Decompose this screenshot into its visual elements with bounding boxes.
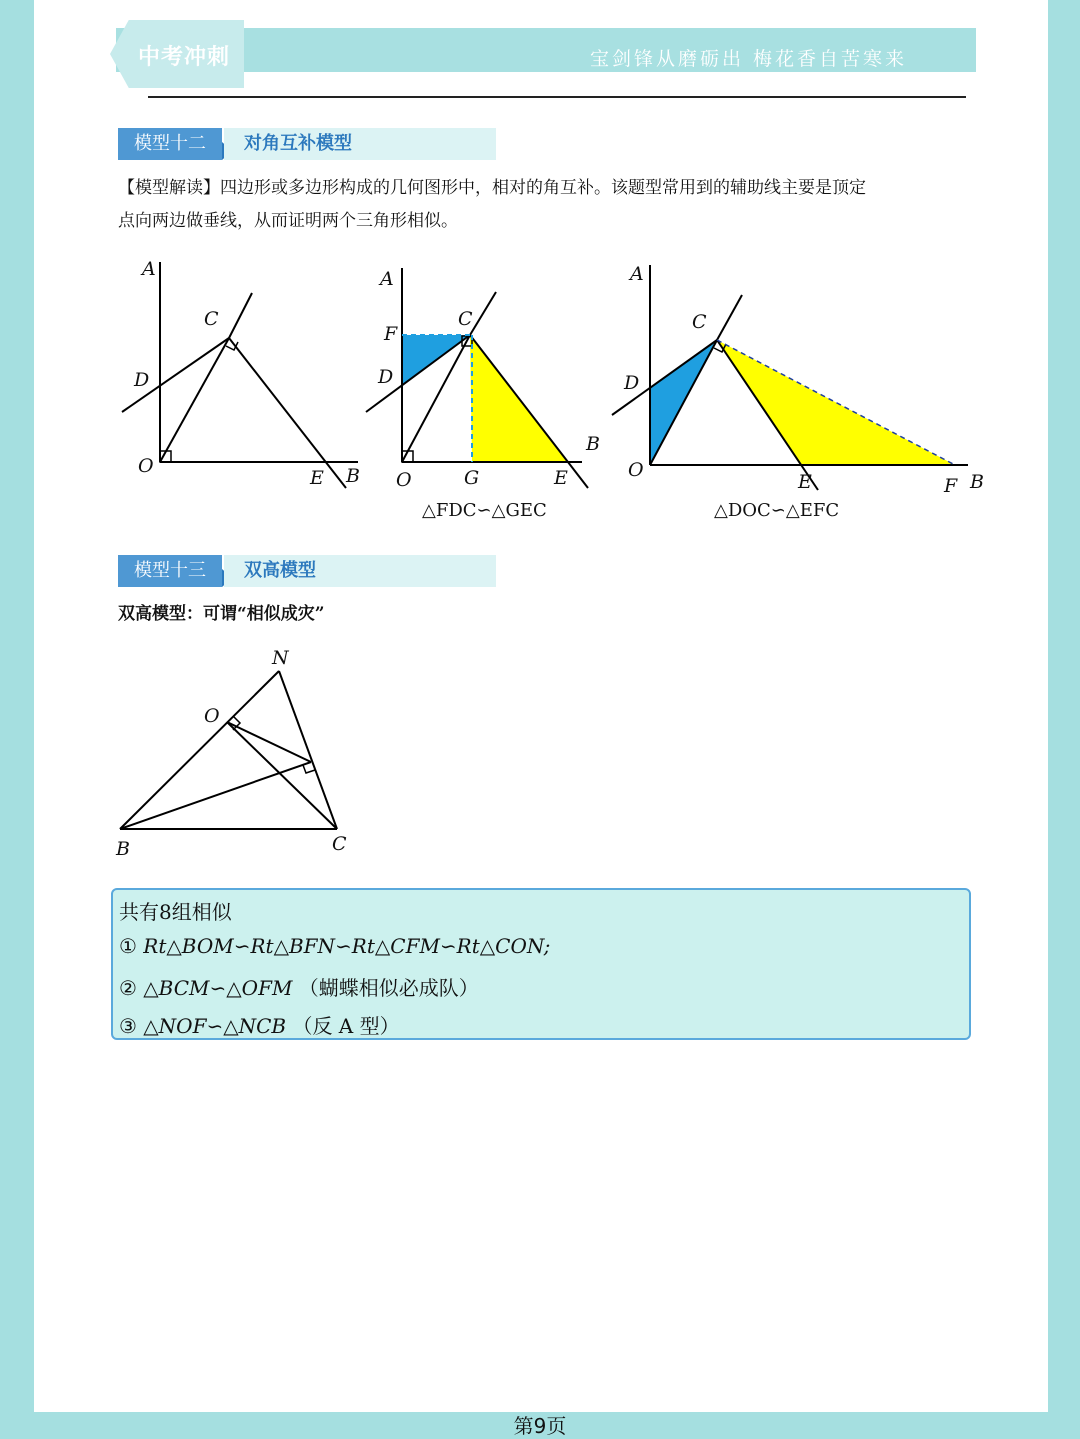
fig3-label-c: C xyxy=(692,311,707,333)
summary-item-2-text: △BCM∽△OFM xyxy=(143,976,293,1000)
dh-label-o: O xyxy=(204,705,220,727)
section-12-intro-line1: 【模型解读】四边形或多边形构成的几何图形中，相对的角互补。该题型常用到的辅助线主要是顶定 xyxy=(118,178,866,198)
summary-item-3 xyxy=(119,1010,400,1039)
figure-2 xyxy=(366,268,588,488)
fig2-label-e: E xyxy=(554,467,568,489)
header-motto: 宝剑锋从磨砺出 梅花香自苦寒来 xyxy=(590,48,908,70)
section-13-number: 模型十三 xyxy=(118,555,222,587)
fig2-label-a: A xyxy=(380,268,394,290)
fig3-label-d: D xyxy=(624,372,640,394)
section-12-intro-line2: 点向两边做垂线，从而证明两个三角形相似。 xyxy=(118,211,458,231)
summary-item-1 xyxy=(119,934,550,958)
dh-label-n: N xyxy=(272,647,289,669)
fig3-label-o: O xyxy=(628,459,644,481)
summary-item-3-note: （反 A 型） xyxy=(292,1014,400,1038)
fig3-label-e: E xyxy=(798,471,812,493)
fig3-label-f: F xyxy=(944,475,958,497)
figure-3 xyxy=(612,265,968,490)
summary-item-1-marker: ① xyxy=(119,934,137,958)
fig3-line-extension xyxy=(717,295,742,340)
fig2-label-o: O xyxy=(396,469,412,491)
page-number: 第9页 xyxy=(513,1414,567,1438)
dh-segment-of xyxy=(227,722,311,762)
summary-item-2-marker: ② xyxy=(119,976,137,1000)
fig2-line-extension xyxy=(470,292,496,335)
double-height-figure xyxy=(100,640,500,880)
summary-item-2-note: （蝴蝶相似必成队） xyxy=(298,976,479,1000)
section-12-figures xyxy=(0,0,1080,540)
dh-altitude-c xyxy=(227,722,337,829)
fig1-label-b: B xyxy=(346,465,360,487)
fig2-label-b: B xyxy=(586,433,600,455)
fig3-label-b: B xyxy=(970,471,984,493)
summary-item-3-text: △NOF∽△NCB xyxy=(143,1014,287,1038)
summary-item-1-text: Rt△BOM∽Rt△BFN∽Rt△CFM∽Rt△CON; xyxy=(143,934,551,958)
fig3-label-a: A xyxy=(630,263,644,285)
section-12-number: 模型十二 xyxy=(118,128,222,160)
section-13-title: 双高模型 xyxy=(224,555,496,587)
fig2-label-g: G xyxy=(464,467,480,489)
fig1-label-d: D xyxy=(134,369,150,391)
fig1-label-a: A xyxy=(142,258,156,280)
summary-item-2 xyxy=(119,972,479,1001)
fig2-caption: △FDC∽△GEC xyxy=(422,500,547,521)
fig1-line-extension xyxy=(229,293,252,338)
fig1-line-ce xyxy=(229,338,346,488)
dh-altitude-b xyxy=(120,762,311,829)
fig2-label-c: C xyxy=(458,308,473,330)
summary-box xyxy=(111,888,971,1040)
dh-label-b: B xyxy=(116,838,130,860)
figure-1 xyxy=(122,262,358,488)
fig1-label-e: E xyxy=(310,467,324,489)
summary-item-3-marker: ③ xyxy=(119,1014,137,1038)
section-13-subtitle: 双高模型：可谓“相似成灾” xyxy=(118,604,325,624)
header-tag: 中考冲刺 xyxy=(138,45,231,70)
fig3-caption: △DOC∽△EFC xyxy=(714,500,840,521)
fig1-line-oc xyxy=(160,338,229,462)
summary-heading: 共有8组相似 xyxy=(119,900,232,924)
fig1-label-o: O xyxy=(138,455,154,477)
section-12-title: 对角互补模型 xyxy=(224,128,496,160)
fig1-label-c: C xyxy=(204,308,219,330)
dh-label-c: C xyxy=(332,833,347,855)
fig2-label-d: D xyxy=(378,366,394,388)
fig2-label-f: F xyxy=(384,323,398,345)
